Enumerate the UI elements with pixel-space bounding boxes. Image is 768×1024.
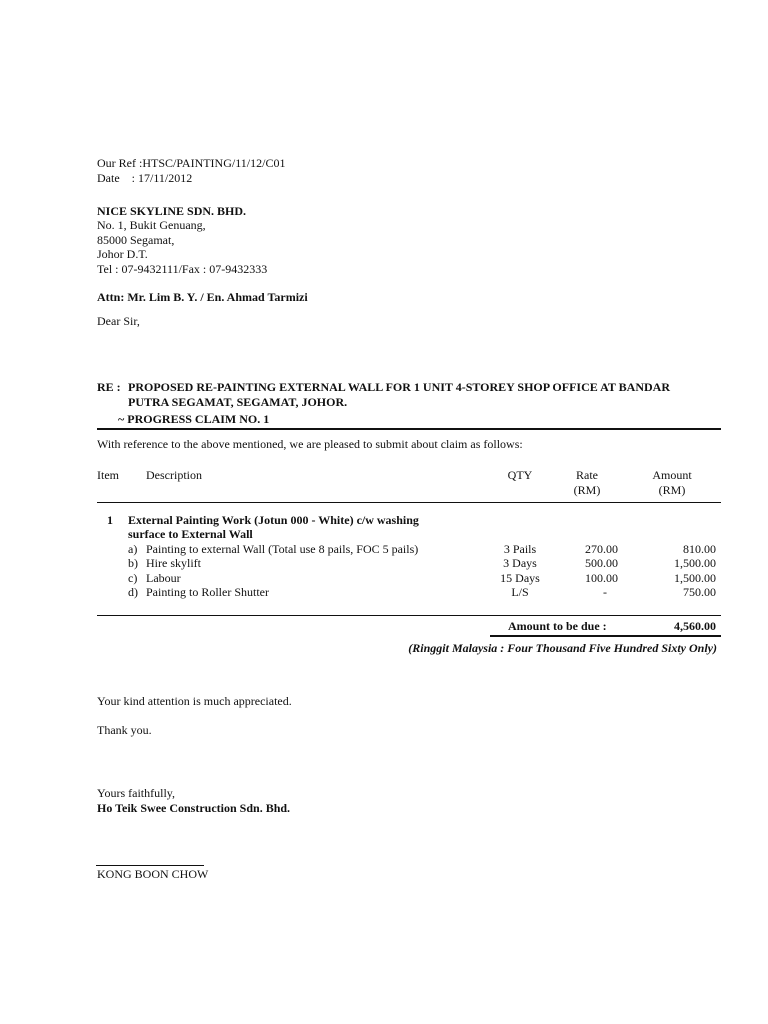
row-label: b) — [128, 556, 138, 570]
table-header-divider — [97, 502, 721, 503]
total-label: Amount to be due : — [508, 619, 607, 633]
row-label: c) — [128, 571, 138, 585]
column-header-amount: Amount — [652, 468, 692, 482]
closing-thanks: Thank you. — [97, 723, 152, 737]
subject-claim-line: ~ PROGRESS CLAIM NO. 1 — [118, 412, 270, 426]
row-rate: 270.00 — [585, 542, 618, 556]
attention-line: Attn: Mr. Lim B. Y. / En. Ahmad Tarmizi — [97, 290, 308, 304]
column-header-item: Item — [97, 468, 119, 482]
total-underline — [490, 635, 721, 637]
row-qty: 15 Days — [500, 571, 540, 585]
column-header-amount-unit: (RM) — [658, 483, 686, 497]
signature-line — [96, 865, 204, 866]
recipient-address-line: 85000 Segamat, — [97, 233, 175, 247]
column-header-rate-unit: (RM) — [573, 483, 601, 497]
row-label: d) — [128, 585, 138, 599]
closing-attention: Your kind attention is much appreciated. — [97, 694, 292, 708]
row-description: Labour — [146, 571, 181, 585]
row-amount: 1,500.00 — [674, 571, 716, 585]
row-description: Hire skylift — [146, 556, 201, 570]
total-value: 4,560.00 — [674, 619, 716, 633]
signatory-name: KONG BOON CHOW — [97, 867, 209, 881]
column-header-qty: QTY — [507, 468, 533, 482]
sender-company: Ho Teik Swee Construction Sdn. Bhd. — [97, 801, 291, 815]
salutation: Dear Sir, — [97, 314, 140, 328]
column-header-rate: Rate — [576, 468, 598, 482]
row-description: Painting to external Wall (Total use 8 pails, FOC 5 pails) — [146, 542, 419, 556]
recipient-company: NICE SKYLINE SDN. BHD. — [97, 204, 247, 218]
column-header-description: Description — [146, 468, 202, 482]
intro-text: With reference to the above mentioned, we are pleased to submit about claim as follows: — [97, 437, 523, 451]
row-rate: 500.00 — [585, 556, 618, 570]
re-label: RE : — [97, 380, 121, 394]
our-ref: Our Ref :HTSC/PAINTING/11/12/C01 — [97, 156, 286, 170]
row-description: Painting to Roller Shutter — [146, 585, 269, 599]
recipient-address-line: Johor D.T. — [97, 247, 148, 261]
table-bottom-divider — [97, 615, 721, 616]
row-rate: - — [603, 585, 607, 599]
total-in-words: (Ringgit Malaysia : Four Thousand Five Hundred Sixty Only) — [408, 641, 717, 655]
row-rate: 100.00 — [585, 571, 618, 585]
letter-date: Date : 17/11/2012 — [97, 171, 193, 185]
row-qty: 3 Pails — [503, 542, 537, 556]
recipient-address-line: No. 1, Bukit Genuang, — [97, 218, 206, 232]
subject-divider — [97, 428, 721, 430]
row-amount: 810.00 — [683, 542, 716, 556]
group-number: 1 — [107, 513, 113, 527]
row-qty: 3 Days — [503, 556, 537, 570]
subject-line: PROPOSED RE-PAINTING EXTERNAL WALL FOR 1 UNIT 4-STOREY SHOP OFFICE AT BANDAR — [128, 380, 670, 394]
subject-line: PUTRA SEGAMAT, SEGAMAT, JOHOR. — [128, 395, 348, 409]
row-amount: 750.00 — [683, 585, 716, 599]
row-label: a) — [128, 542, 138, 556]
row-amount: 1,500.00 — [674, 556, 716, 570]
group-title: External Painting Work (Jotun 000 - White) c/w washing — [128, 513, 419, 527]
recipient-contact: Tel : 07-9432111/Fax : 07-9432333 — [97, 262, 268, 276]
row-qty: L/S — [511, 585, 529, 599]
group-title: surface to External Wall — [128, 527, 253, 541]
closing-yours: Yours faithfully, — [97, 786, 176, 800]
